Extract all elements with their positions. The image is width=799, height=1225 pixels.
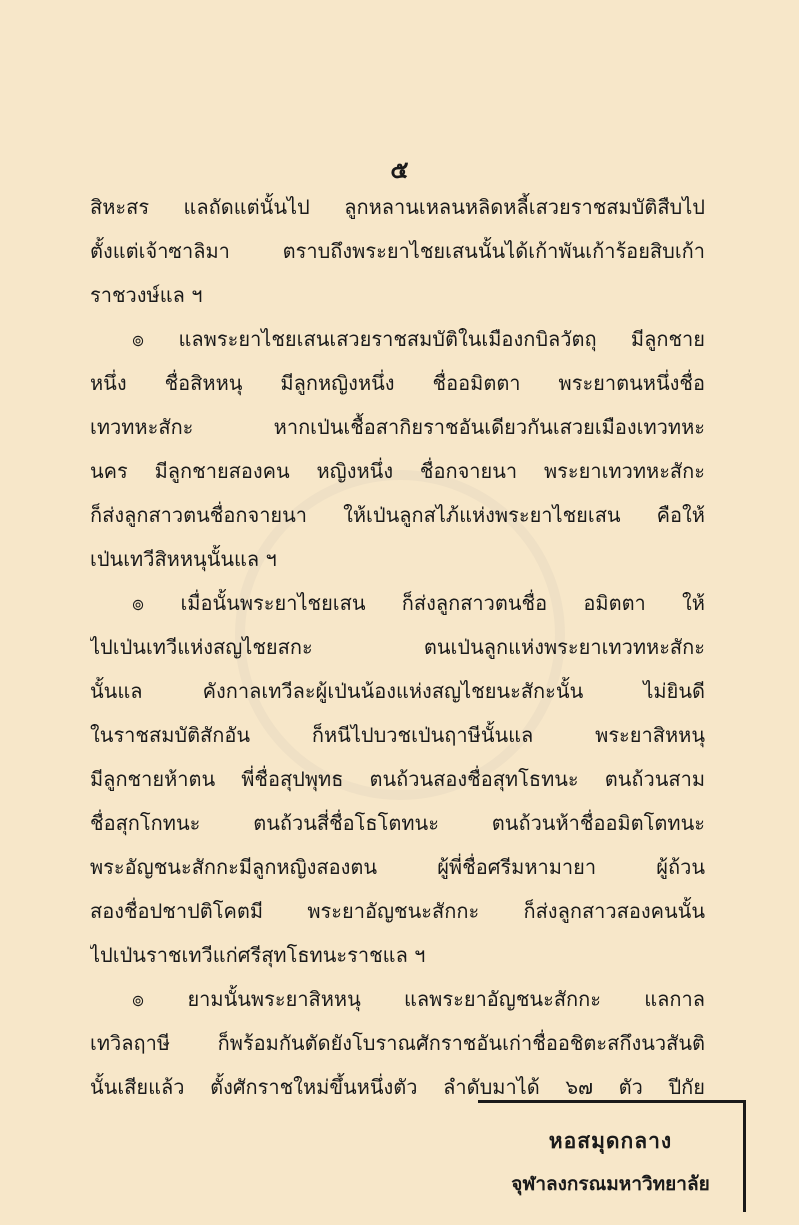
- page-number: ๕: [390, 155, 409, 184]
- text-line: เป่นเทวีสิหหนุนั้นแล ฯ: [90, 547, 277, 571]
- text-line: นั้นเสียแล้ว ตั้งศักราชใหม่ขึ้นหนึ่งตัว ลำดับมาได้ ๖๗ ตัว ปีกัย: [90, 1075, 705, 1099]
- text-line: ชื่อสุกโกทนะ ตนถ้วนสี่ชื่อโธโตทนะ ตนถ้วนห้าชื่ออมิตโตทนะ: [90, 811, 705, 835]
- text-line: สิหะสร แลถัดแต่นั้นไป ลูกหลานเหลนหลิดหลี้เสวยราชสมบัติสืบไป: [90, 195, 705, 219]
- text-line: เทวทหะสักะ หากเป่นเชื้อสากิยราชอันเดียวกันเสวยเมืองเทวทหะ: [90, 415, 705, 439]
- text-line: ไปเป่นเทวีแห่งสญไชยสกะ ตนเป่นลูกแห่งพระยาเทวทหะสักะ: [90, 635, 705, 659]
- text-line: เทวิลฤาษี ก็พร้อมกันตัดยังโบราณศักราชอันเก่าชื่ออชิตะสกึงนวสันติ: [90, 1031, 705, 1055]
- text-line: ไปเป่นราชเทวีแก่ศรีสุทโธทนะราชแล ฯ: [90, 943, 426, 967]
- text-line: ๏ ยามนั้นพระยาสิหหนุ แลพระยาอัญชนะสักกะ แลกาล: [132, 987, 705, 1011]
- text-line: มีลูกชายห้าตน พี่ชื่อสุปพุทธ ตนถ้วนสองชื่อสุทโธทนะ ตนถ้วนสาม: [90, 767, 705, 791]
- stamp-library-name: หอสมุดกลาง: [548, 1128, 673, 1153]
- text-line: ราชวงษ์แล ฯ: [90, 283, 203, 307]
- stamp-university-name: จุฬาลงกรณมหาวิทยาลัย: [511, 1173, 710, 1195]
- text-line: ก็ส่งลูกสาวตนชื่อกจายนา ให้เป่นลูกสไภ้แห่งพระยาไชยเสน คือให้: [90, 503, 705, 527]
- text-line: ๏ เมื่อนั้นพระยาไชยเสน ก็ส่งลูกสาวตนชื่อ อมิตตา ให้: [132, 591, 705, 615]
- text-line: นคร มีลูกชายสองคน หญิงหนึ่ง ชื่อกจายนา พระยาเทวทหะสักะ: [90, 459, 705, 483]
- text-line: นั้นแล คังกาลเทวีละผู้เป่นน้องแห่งสญไชยนะสักะนั้น ไม่ยินดี: [90, 679, 705, 703]
- text-line: ตั้งแต่เจ้าซาลิมา ตราบถึงพระยาไชยเสนนั้นได้เก้าพันเก้าร้อยสิบเก้า: [90, 239, 705, 263]
- text-line: สองชื่อปชาปติโคตมี พระยาอัญชนะสักกะ ก็ส่งลูกสาวสองคนนั้น: [90, 899, 705, 923]
- text-line: พระอัญชนะสักกะมีลูกหญิงสองตน ผู้พี่ชื่อศรีมหามายา ผู้ถ้วน: [90, 855, 705, 879]
- text-line: หนึ่ง ชื่อสิหหนุ มีลูกหญิงหนึ่ง ชื่ออมิตตา พระยาตนหนึ่งชื่อ: [90, 371, 705, 395]
- library-stamp: [478, 1100, 746, 1212]
- text-line: ในราชสมบัติสักอัน ก็หนีไปบวชเป่นฤาษีนั้นแล พระยาสิหหนุ: [90, 723, 705, 747]
- text-line: ๏ แลพระยาไชยเสนเสวยราชสมบัติในเมืองกบิลวัตถุ มีลูกชาย: [132, 327, 705, 351]
- body-text: [90, 185, 705, 1109]
